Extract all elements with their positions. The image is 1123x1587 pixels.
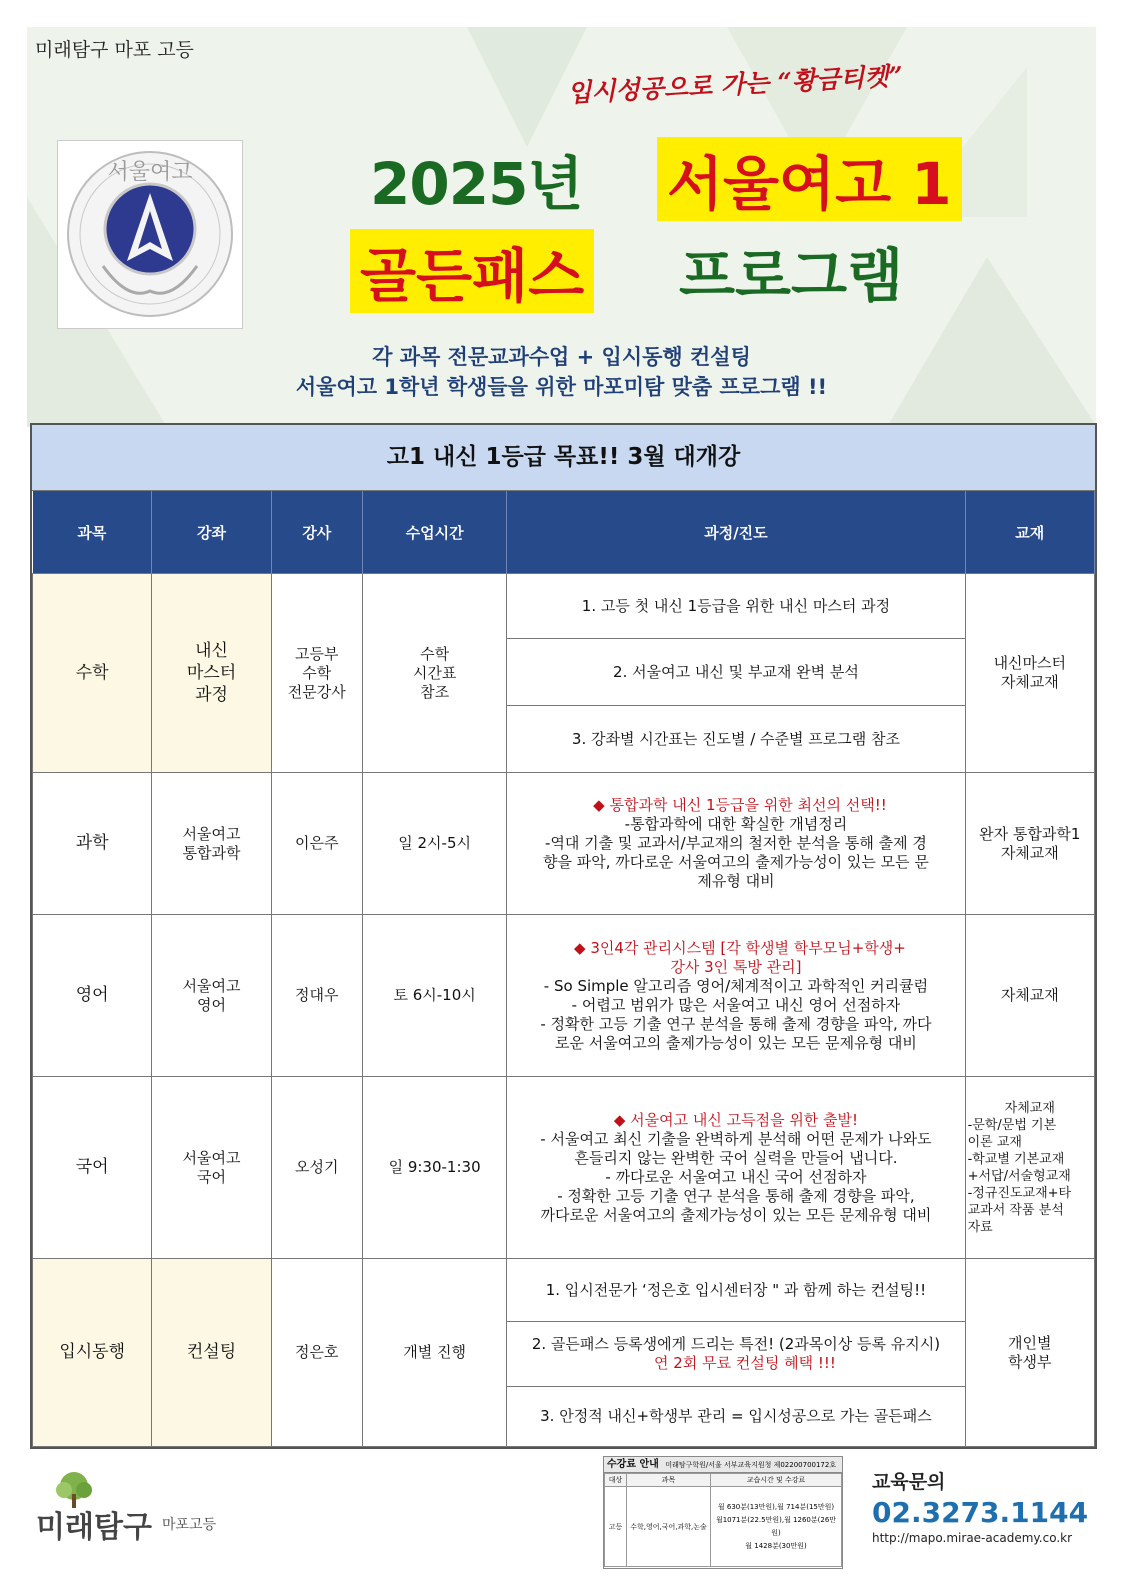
korean-time: 일 9:30-1:30 bbox=[362, 1077, 506, 1259]
table-row bbox=[33, 773, 1095, 915]
subtitle-line-2: 서울여고 1학년 학생들을 위한 마포미탐 맞춤 프로그램 !! bbox=[295, 375, 828, 399]
english-time: 토 6시-10시 bbox=[362, 915, 506, 1077]
korean-teacher: 오성기 bbox=[271, 1077, 362, 1259]
science-teacher: 이은주 bbox=[271, 773, 362, 915]
table-row bbox=[33, 1259, 1095, 1322]
korean-description: ◆ 서울여고 내신 고득점을 위한 출발! - 서울여고 최신 기출을 완벽하게 분석해 어떤 문제가 나와도 흔들리지 않는 완벽한 국어 실력을 만들어 냅니다. - 까다로운 서울여고 내신 국어 선점하자 - 정확한 고등 기출 연구 분석을 통해 출제 경향을 파악, 까다로운 서울여고의 출제가능성이 있는 모든 문제유형 대비 bbox=[507, 1077, 965, 1259]
tuition-notice bbox=[603, 1456, 843, 1569]
math-progress-2: 2. 서울여고 내신 및 부교재 완벽 분석 bbox=[507, 639, 965, 706]
english-book: 자체교재 bbox=[965, 915, 1094, 1077]
col-progress: 과정/진도 bbox=[507, 491, 965, 574]
english-description: ◆ 3인4각 관리시스템 [각 학생별 학부모님+학생+ 강사 3인 톡방 관리] - So Simple 알고리즘 영어/체계적이고 과학적인 커리큘럼 - 어렵고 범위가 많은 서울여고 내신 영어 선점하자 - 정확한 고등 기출 연구 분석을 통해 출제 경향을 파악, 까다 로운 서울여고의 출제가능성이 있는 모든 문제유형 대비 bbox=[507, 915, 965, 1077]
title-golden-pass: 골든패스 bbox=[350, 229, 594, 313]
consult-time: 개별 진행 bbox=[362, 1259, 506, 1447]
col-teacher: 강사 bbox=[271, 491, 362, 574]
contact-block bbox=[872, 1467, 1088, 1545]
consult-course: 컨설팅 bbox=[152, 1259, 271, 1447]
english-teacher: 정대우 bbox=[271, 915, 362, 1077]
contact-label: 교육문의 bbox=[872, 1471, 946, 1493]
brand-top-label: 미래탐구 마포 고등 bbox=[35, 39, 194, 61]
consult-progress-3: 3. 안정적 내신+학생부 관리 = 입시성공으로 가는 골든패스 bbox=[507, 1387, 965, 1447]
col-book: 교재 bbox=[965, 491, 1094, 574]
footer-logo-sub: 마포고등 bbox=[162, 1517, 217, 1533]
footer-logo-main: 미래탐구 bbox=[36, 1510, 152, 1545]
math-subject: 수학 bbox=[33, 574, 152, 773]
title-program: 프로그램 bbox=[679, 242, 904, 310]
consult-progress-1: 1. 입시전문가 ‘정은호 입시센터장 " 과 함께 하는 컨설팅!! bbox=[507, 1259, 965, 1322]
contact-phone: 02.3273.1144 bbox=[872, 1496, 1089, 1529]
table-row bbox=[33, 1077, 1095, 1259]
col-time: 수업시간 bbox=[362, 491, 506, 574]
consult-subject: 입시동행 bbox=[33, 1259, 152, 1447]
science-subject: 과학 bbox=[33, 773, 152, 915]
math-progress-3: 3. 강좌별 시간표는 진도별 / 수준별 프로그램 참조 bbox=[507, 706, 965, 773]
korean-subject: 국어 bbox=[33, 1077, 152, 1259]
science-description: ◆ 통합과학 내신 1등급을 위한 최선의 선택!! -통합과학에 대한 확실한 개념정리 -역대 기출 및 교과서/부교재의 철저한 분석을 통해 출제 경 향을 파악, 까다로운 서울여고의 출제가능성이 있는 모든 문 제유형 대비 bbox=[507, 773, 965, 915]
math-progress-1: 1. 고등 첫 내신 1등급을 위한 내신 마스터 과정 bbox=[507, 574, 965, 639]
table-row bbox=[33, 574, 1095, 639]
emblem-text: 서울여고 bbox=[107, 160, 193, 185]
contact-url[interactable]: http://mapo.mirae-academy.co.kr bbox=[872, 1531, 1073, 1545]
col-subject: 과목 bbox=[33, 491, 152, 574]
header-banner bbox=[27, 27, 1096, 427]
math-teacher: 고등부 수학 전문강사 bbox=[271, 574, 362, 773]
consult-progress-2: 2. 골든패스 등록생에게 드리는 특전! (2과목이상 등록 유지시) 연 2회 무료 컨설팅 혜택 !!! bbox=[507, 1322, 965, 1387]
korean-course: 서울여고 국어 bbox=[152, 1077, 271, 1259]
tuition-table: 대상 과목 교습시간 및 수강료 고등 수학,영어,국어,과학,논술 월 630분(13만원),월 714분(15만원) 월1071분(22.5만원),월 1260분(26만원) 월 1428분(30만원) bbox=[604, 1473, 842, 1567]
math-book: 내신마스터 자체교재 bbox=[965, 574, 1094, 773]
subtitle-line-1: 각 과목 전문교과수업 + 입시동행 컨설팅 bbox=[372, 345, 751, 369]
table-banner: 고1 내신 1등급 목표!! 3월 대개강 bbox=[32, 425, 1095, 491]
english-course: 서울여고 영어 bbox=[152, 915, 271, 1077]
science-course: 서울여고 통합과학 bbox=[152, 773, 271, 915]
math-time: 수학 시간표 참조 bbox=[362, 574, 506, 773]
table-header-row bbox=[33, 491, 1095, 574]
tuition-notice-header: 수강료 안내 미래탐구학원/서울 서부교육지원청 제02200700172호 bbox=[604, 1457, 842, 1473]
title-school: 서울여고 1 bbox=[657, 137, 962, 221]
consult-teacher: 정은호 bbox=[271, 1259, 362, 1447]
footer-logo bbox=[36, 1468, 236, 1545]
slogan: 입시성공으로 가는 “황금티켓” bbox=[566, 61, 904, 108]
math-course: 내신 마스터 과정 bbox=[152, 574, 271, 773]
science-book: 완자 통합과학1 자체교재 bbox=[965, 773, 1094, 915]
english-subject: 영어 bbox=[33, 915, 152, 1077]
science-time: 일 2시-5시 bbox=[362, 773, 506, 915]
col-course: 강좌 bbox=[152, 491, 271, 574]
school-emblem bbox=[57, 140, 243, 329]
title-year: 2025년 bbox=[370, 150, 583, 218]
korean-book: 자체교재 -문학/문법 기본 이론 교재 -학교별 기본교재 +서답/서술형교재 -정규진도교재+타 교과서 작품 분석 자료 bbox=[965, 1077, 1094, 1259]
table-row bbox=[33, 915, 1095, 1077]
consult-book: 개인별 학생부 bbox=[965, 1259, 1094, 1447]
schedule-table bbox=[30, 423, 1097, 1449]
